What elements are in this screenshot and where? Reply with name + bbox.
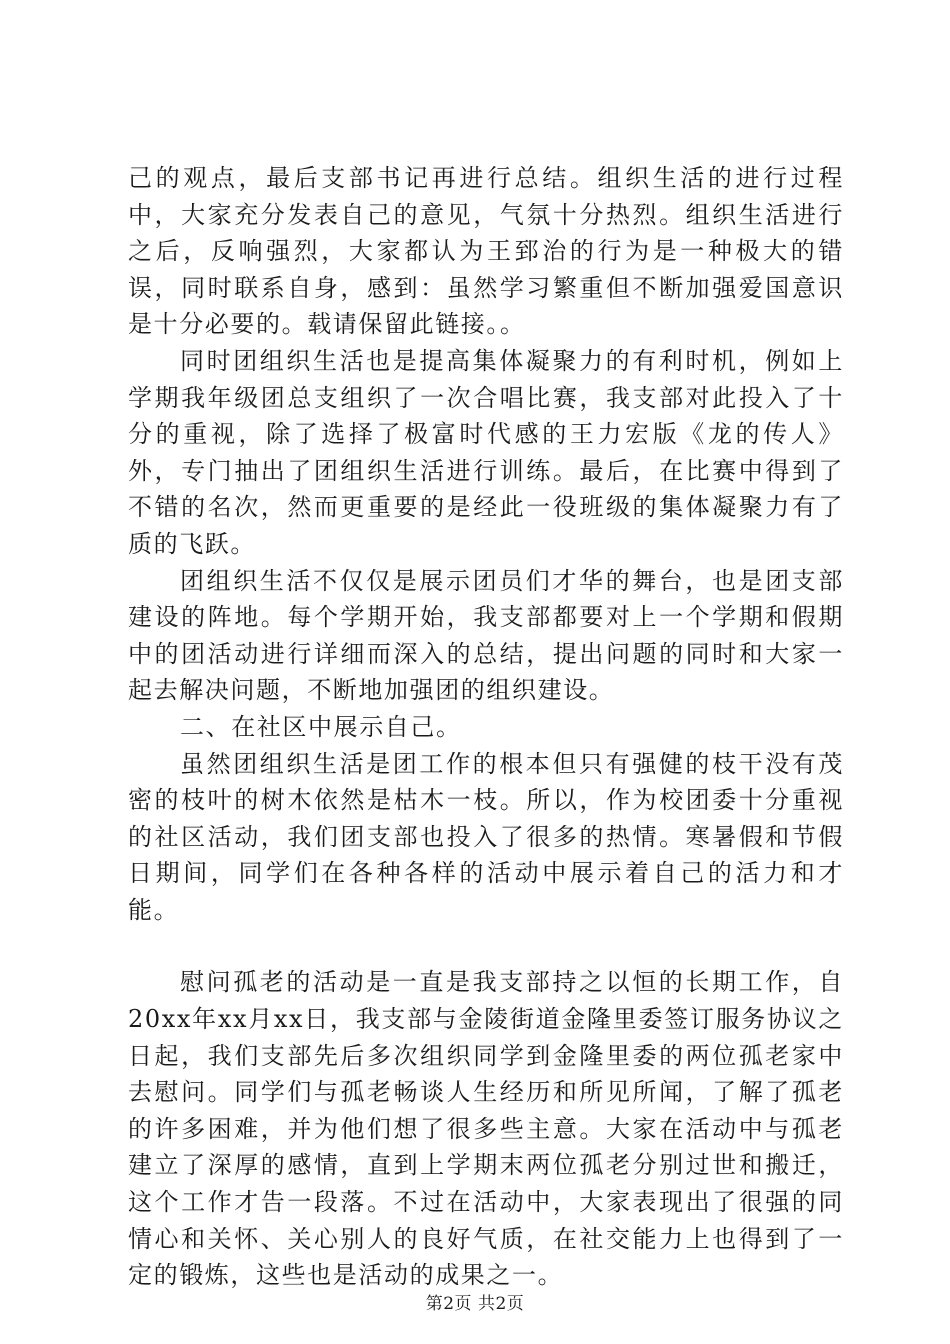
paragraph-elderly-visits: 慰问孤老的活动是一直是我支部持之以恒的长期工作，自20xx年xx月xx日，我支部与金陵街道金隆里委签订服务协议之日起，我们支部先后多次组织同学到金隆里委的两位孤老家中去慰问。同学们与孤老畅谈人生经历和所见所闻，了解了孤老的许多困难，并为他们想了很多些主意。大家在活动中与孤老建立了深厚的感情，直到上学期末两位孤老分别过世和搬迁，这个工作才告一段落。不过在活动中，大家表现出了很强的同情心和关怀、关心别人的良好气质，在社交能力上也得到了一定的锻炼，这些也是活动的成果之一。 [128,968,844,1290]
paragraph-choir-contest: 同时团组织生活也是提高集体凝聚力的有利时机，例如上学期我年级团总支组织了一次合唱比赛，我支部对此投入了十分的重视，除了选择了极富时代感的王力宏版《龙的传人》外，专门抽出了团组织生活进行训练。最后，在比赛中得到了不错的名次，然而更重要的是经此一役班级的集体凝聚力有了质的飞跃。 [128,346,844,558]
paragraph-continuation: 己的观点，最后支部书记再进行总结。组织生活的进行过程中，大家充分发表自己的意见，气氛十分热烈。组织生活进行之后，反响强烈，大家都认为王郅治的行为是一种极大的错误，同时联系自身，感到：虽然学习繁重但不断加强爱国意识是十分必要的。载请保留此链接。。 [128,164,844,339]
page-number-footer: 第2页 共2页 [425,1294,525,1314]
paragraph-community-activities: 虽然团组织生活是团工作的根本但只有强健的枝干没有茂密的枝叶的树木依然是枯木一枝。所以，作为校团委十分重视的社区活动，我们团支部也投入了很多的热情。寒暑假和节假日期间，同学们在各种各样的活动中展示着自己的活力和才能。 [128,749,844,924]
paragraph-organization-building: 团组织生活不仅仅是展示团员们才华的舞台，也是团支部建设的阵地。每个学期开始，我支部都要对上一个学期和假期中的团活动进行详细而深入的总结，提出问题的同时和大家一起去解决问题，不断地加强团的组织建设。 [128,566,844,705]
document-body [128,160,844,1294]
section-heading-community: 二、在社区中展示自己。 [180,712,462,741]
